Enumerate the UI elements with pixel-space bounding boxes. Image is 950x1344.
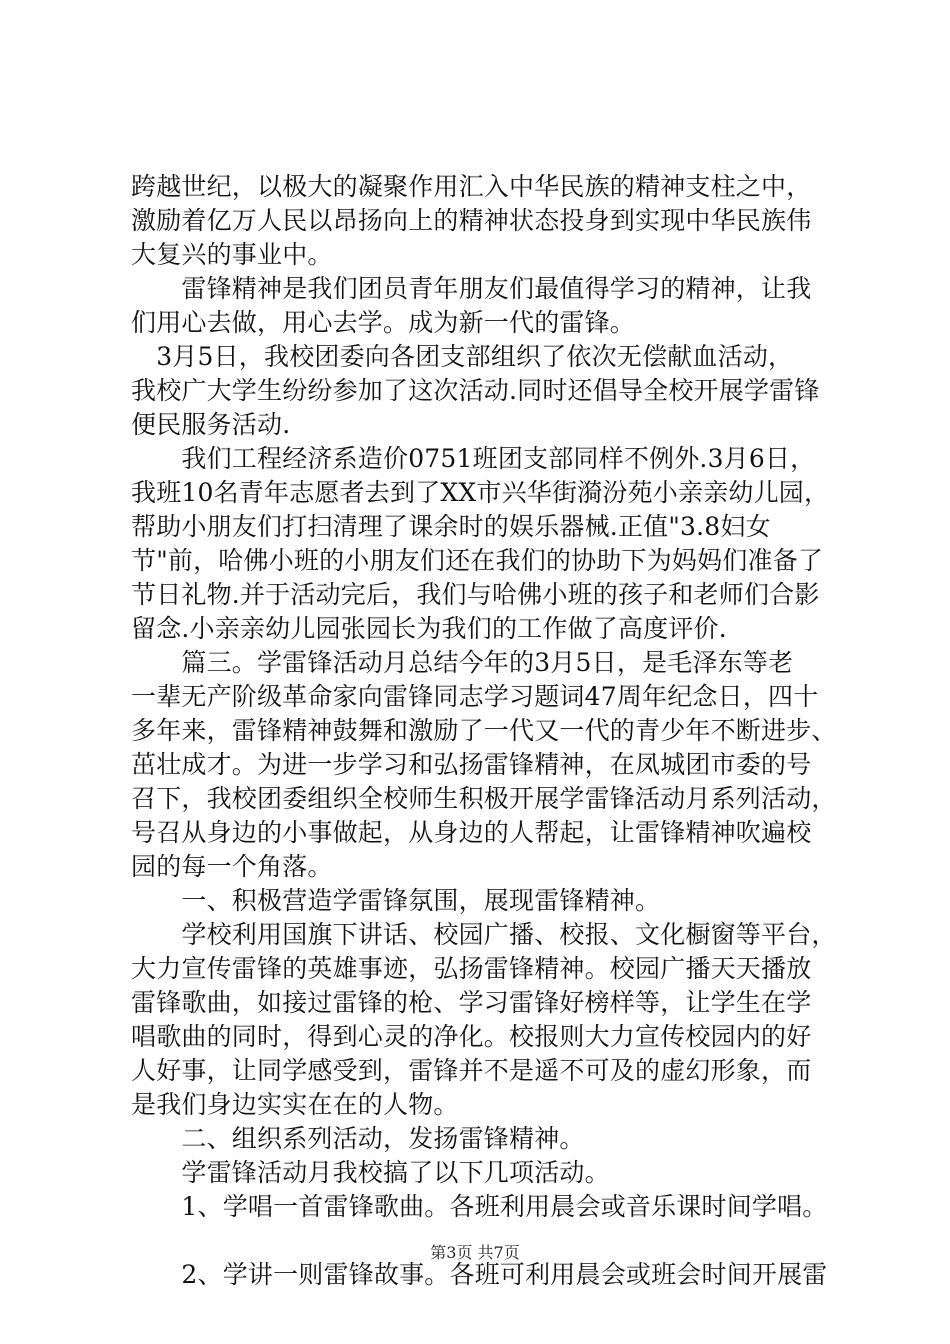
text-line: 多年来，雷锋精神鼓舞和激励了一代又一代的青少年不断进步、 (131, 716, 837, 745)
text-line: 激励着亿万人民以昂扬向上的精神状态投身到实现中华民族伟 (131, 206, 812, 235)
text-line: 我班10名青年志愿者去到了XX市兴华街漪汾苑小亲亲幼儿园， (131, 478, 830, 507)
text-line: 大力宣传雷锋的英雄事迹，弘扬雷锋精神。校园广播天天播放 (131, 954, 812, 983)
text-line: 节日礼物.并于活动完后，我们与哈佛小班的孩子和老师们合影 (131, 580, 820, 609)
text-line: 1、学唱一首雷锋歌曲。各班利用晨会或音乐课时间学唱。 (131, 1192, 828, 1221)
text-line: 雷锋精神是我们团员青年朋友们最值得学习的精神，让我 (131, 274, 812, 303)
text-line: 是我们身边实实在在的人物。 (131, 1090, 459, 1119)
text-line: 我校广大学生纷纷参加了这次活动.同时还倡导全校开展学雷锋 (131, 376, 820, 405)
text-line: 大复兴的事业中。 (131, 240, 333, 269)
text-line: 节"前，哈佛小班的小朋友们还在我们的协助下为妈妈们准备了 (131, 546, 824, 575)
text-line: 们用心去做，用心去学。成为新一代的雷锋。 (131, 308, 636, 337)
text-line: 便民服务活动. (131, 410, 291, 439)
text-line: 留念.小亲亲幼儿园张园长为我们的工作做了高度评价. (131, 614, 727, 643)
text-line: 园的每一个角落。 (131, 852, 333, 881)
text-line: 一辈无产阶级革命家向雷锋同志学习题词47周年纪念日，四十 (131, 682, 819, 711)
text-line: 雷锋歌曲，如接过雷锋的枪、学习雷锋好榜样等，让学生在学 (131, 988, 812, 1017)
text-line: 召下，我校团委组织全校师生积极开展学雷锋活动月系列活动， (131, 784, 837, 813)
text-line: 学雷锋活动月我校搞了以下几项活动。 (131, 1158, 610, 1187)
text-line: 学校利用国旗下讲话、校园广播、校报、文化橱窗等平台， (131, 920, 837, 949)
text-line: 跨越世纪，以极大的凝聚作用汇入中华民族的精神支柱之中， (131, 172, 812, 201)
text-line: 一、积极营造学雷锋氛围，展现雷锋精神。 (131, 886, 661, 915)
page-number-label: 第3页 共7页 (430, 1243, 520, 1262)
text-line: 唱歌曲的同时，得到心灵的净化。校报则大力宣传校园内的好 (131, 1022, 812, 1051)
text-line: 2、学讲一则雷锋故事。各班可利用晨会或班会时间开展雷 (131, 1260, 828, 1289)
text-line: 我们工程经济系造价0751班团支部同样不例外.3月6日， (131, 444, 816, 473)
page-footer (0, 1243, 950, 1263)
text-line: 帮助小朋友们打扫清理了课余时的娱乐器械.正值"3.8妇女 (131, 512, 771, 541)
text-line: 人好事，让同学感受到，雷锋并不是遥不可及的虚幻形象，而 (131, 1056, 812, 1085)
text-line: 茁壮成才。为进一步学习和弘扬雷锋精神，在凤城团市委的号 (131, 750, 812, 779)
text-line: 二、组织系列活动，发扬雷锋精神。 (131, 1124, 585, 1153)
text-line: 篇三。学雷锋活动月总结今年的3月5日，是毛泽东等老 (131, 648, 794, 677)
text-line: 3月5日，我校团委向各团支部组织了依次无偿献血活动， (131, 342, 794, 371)
text-line: 号召从身边的小事做起，从身边的人帮起，让雷锋精神吹遍校 (131, 818, 812, 847)
